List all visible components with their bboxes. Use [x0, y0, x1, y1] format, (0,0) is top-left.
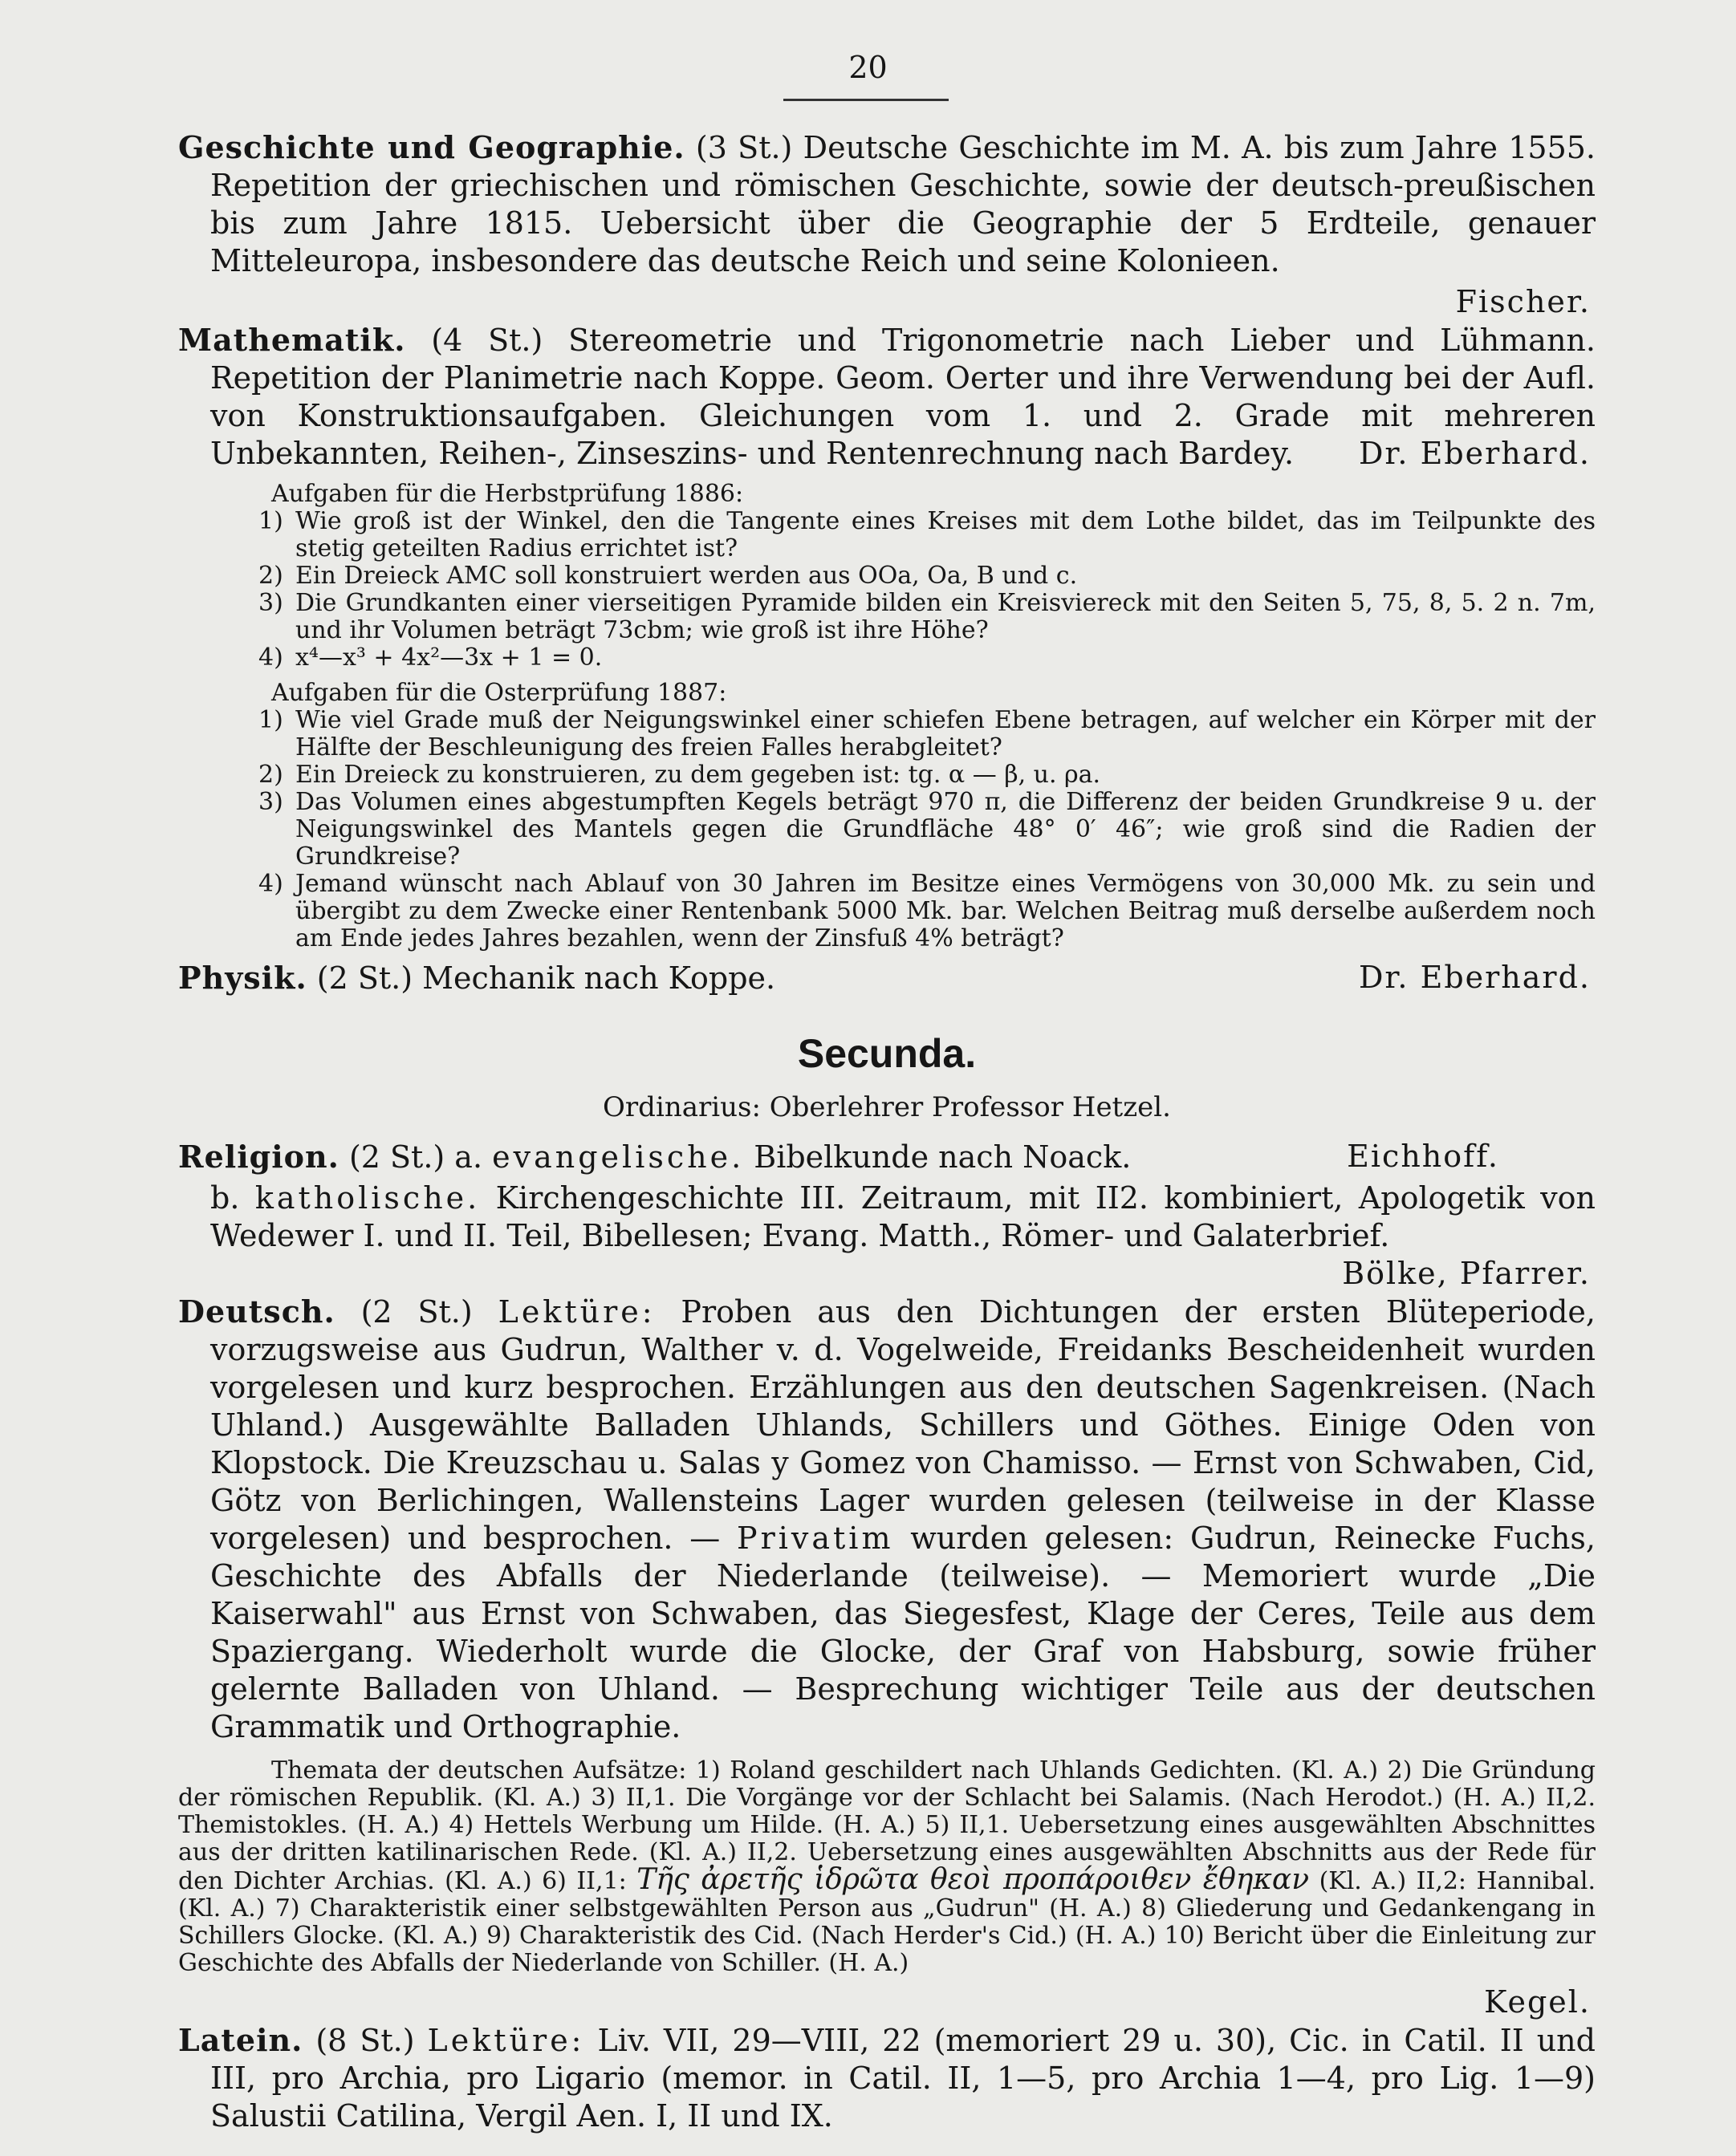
page-number-rule: [783, 99, 949, 101]
list-item: [258, 706, 1596, 761]
task-number: 3): [258, 788, 283, 816]
themata-part-1: Themata der deutschen Aufsätze: 1) Roland geschildert nach Uhlands Gedichten. (Kl. A.) 2) Die Gründung der römischen Republik. (Kl. A.) 3) II,1. Die Vorgänge vor der Schlacht bei Salamis. (Nach Herodot.) (H. A.) II,2. Themistokles. (H. A.) 4) Hettels Werbung um Hilde. (H. A.) 5) II,1. Uebersetzung eines ausgewählten Abschnittes aus der dritten katilinarischen Rede. (Kl. A.) II,2. Uebersetzung eines ausgewählten Abschnitts aus der Rede für den Dichter Archias. (Kl. A.) 6) II,1:: [178, 1756, 1596, 1895]
physik-text: (2 St.) Mechanik nach Koppe.: [316, 960, 776, 996]
deutsch-prefix: (2 St.): [360, 1294, 473, 1330]
list-item: [258, 562, 1596, 590]
list-item: [258, 644, 1596, 672]
list-item: [258, 507, 1596, 562]
geschichte-signature: Fischer.: [1455, 284, 1591, 319]
task-number: 2): [258, 761, 283, 789]
list-item: [258, 870, 1596, 952]
deutsch-lekture-label: Lektüre:: [498, 1294, 656, 1330]
deutsch-privatim-label: Privatim: [737, 1521, 894, 1556]
task-number: 2): [258, 562, 283, 590]
section-latein: [178, 2021, 1596, 2135]
heading-deutsch: Deutsch.: [178, 1293, 335, 1330]
heading-mathematik: Mathematik.: [178, 322, 406, 358]
page-body: [178, 128, 1596, 2138]
task-text: Die Grundkanten einer vierseitigen Pyramide bilden ein Kreisviereck mit den Seiten 5, 75, 8, 5. 2 n. 7m, und ihr Volumen beträgt 73cbm; wie groß ist ihre Höhe?: [295, 589, 1596, 644]
page-number: 20: [848, 50, 888, 85]
latein-prefix: (8 St.): [315, 2023, 415, 2058]
section-mathematik: [178, 321, 1596, 473]
religion-b-prefix: b.: [210, 1180, 240, 1216]
herbst-heading: Aufgaben für die Herbstprüfung 1886:: [271, 480, 744, 508]
ordinarius-line: Ordinarius: Oberlehrer Professor Hetzel.: [603, 1091, 1171, 1123]
heading-religion: Religion.: [178, 1139, 339, 1175]
mathematik-signature: Dr. Eberhard.: [1358, 436, 1591, 471]
section-geschichte: [178, 128, 1596, 280]
task-number: 1): [258, 507, 283, 535]
task-number: 1): [258, 706, 283, 734]
religion-b: [178, 1180, 1596, 1255]
task-text: Ein Dreieck AMC soll konstruiert werden aus OOa, Oa, B und c.: [295, 562, 1078, 590]
physik-signature: Dr. Eberhard.: [1358, 960, 1591, 995]
heading-geschichte: Geschichte und Geographie.: [178, 129, 685, 165]
list-item: [258, 589, 1596, 644]
latein-lekture-label: Lektüre:: [427, 2023, 585, 2058]
deutsch-text-1: Proben aus den Dichtungen der ersten Blüteperiode, vorzugsweise aus Gudrun, Walther v. d. Vogelweide, Freidanks Bescheidenheit wurden vorgelesen und kurz besprochen. Erzählungen aus den deutschen Sagenkreisen. (Nach Uhland.) Ausgewählte Balladen Uhlands, Schillers und Göthes. Einige Oden von Klopstock. Die Kreuzschau u. Salas y Gomez von Chamisso. — Ernst von Schwaben, Cid, Götz von Berlichingen, Wallensteins Lager wurden gelesen (teilweise in der Klasse vorgelesen) und besprochen. —: [210, 1294, 1596, 1556]
mathematik-text: (4 St.) Stereometrie und Trigonometrie nach Lieber und Lühmann. Repetition der Planimetrie nach Koppe. Geom. Oerter und ihre Verwendung bei der Aufl. von Konstruktionsaufgaben. Gleichungen vom 1. und 2. Grade mit mehreren Unbekannten, Reihen-, Zinseszins- und Rentenrechnung nach Bardey.: [210, 323, 1596, 471]
task-text: Jemand wünscht nach Ablauf von 30 Jahren im Besitze eines Vermögens von 30,000 Mk. zu sein und übergibt zu dem Zwecke einer Rentenbank 5000 Mk. bar. Welchen Beitrag muß derselbe außerdem noch am Ende jedes Jahres bezahlen, wenn der Zinsfuß 4% beträgt?: [295, 870, 1596, 952]
task-text: Wie viel Grade muß der Neigungswinkel einer schiefen Ebene betragen, auf welcher ein Körper mit der Hälfte der Beschleunigung des freien Falles herabgleitet?: [295, 706, 1596, 761]
task-number: 4): [258, 644, 283, 672]
section-physik: [178, 959, 1596, 997]
oster-heading: Aufgaben für die Osterprüfung 1887:: [271, 679, 727, 707]
deutsch-signature: Kegel.: [1484, 1984, 1591, 2020]
task-number: 4): [258, 870, 283, 898]
deutsch-text-2: wurden gelesen: Gudrun, Reinecke Fuchs, Geschichte des Abfalls der Niederlande (teilweise). — Memoriert wurde „Die Kaiserwahl" aus Ernst von Schwaben, das Siegesfest, Klage der Ceres, Teile aus dem Spaziergang. Wiederholt wurde die Glocke, der Graf von Habsburg, sowie früher gelernte Balladen von Uhland. — Besprechung wichtiger Teile aus der deutschen Grammatik und Orthographie.: [210, 1521, 1596, 1744]
religion-b-text: Kirchengeschichte III. Zeitraum, mit II2. kombiniert, Apologetik von Wedewer I. und II. Teil, Bibellesen; Evang. Matth., Römer- und Galaterbrief.: [210, 1180, 1596, 1253]
task-text: Das Volumen eines abgestumpften Kegels beträgt 970 π, die Differenz der beiden Grundkreise 9 u. der Neigungswinkel des Mantels gegen die Grundfläche 48° 0′ 46″; wie groß sind die Radien der Grundkreise?: [295, 788, 1596, 871]
religion-a-prefix: (2 St.) a.: [348, 1139, 483, 1175]
geschichte-text: (3 St.) Deutsche Geschichte im M. A. bis zum Jahre 1555. Repetition der griechischen und römischen Geschichte, sowie der deutsch-preußischen bis zum Jahre 1815. Uebersicht über die Geographie der 5 Erdteile, genauer Mitteleuropa, insbesondere das deutsche Reich und seine Kolonieen.: [210, 130, 1596, 278]
latein-text: Liv. VII, 29—VIII, 22 (memoriert 29 u. 30), Cic. in Catil. II und III, pro Archia, pro Ligario (memor. in Catil. II, 1—5, pro Archia 1—4, pro Lig. 1—9) Salustii Catilina, Vergil Aen. I, II und IX.: [210, 2023, 1596, 2134]
heading-latein: Latein.: [178, 2022, 303, 2058]
religion-a-text: Bibelkunde nach Noack.: [754, 1139, 1132, 1175]
religion-b-spaced: katholische.: [254, 1180, 481, 1216]
class-title-secunda: Secunda.: [797, 1031, 977, 1076]
list-item: [258, 788, 1596, 871]
religion-a-spaced: evangelische.: [492, 1139, 745, 1175]
herbst-task-list: [178, 508, 1596, 672]
task-text: Wie groß ist der Winkel, den die Tangente eines Kreises mit dem Lothe bildet, das im Teilpunkte des stetig geteilten Radius errichtet ist?: [295, 507, 1596, 562]
greek-quote: Τῆς ἀρετῆς ἱδρῶτα θεοὶ προπάροιθεν ἔθηκαν: [636, 1863, 1310, 1896]
list-item: [258, 761, 1596, 789]
task-text: Ein Dreieck zu konstruieren, zu dem gegeben ist: tg. α — β, u. ρa.: [295, 761, 1101, 789]
deutsch-themata: [178, 1757, 1596, 1977]
task-number: 3): [258, 589, 283, 617]
section-deutsch: [178, 1293, 1596, 1746]
religion-b-signature: Bölke, Pfarrer.: [1342, 1256, 1591, 1291]
themata-part-2: (Kl. A.) II,2: Hannibal. (Kl. A.) 7) Charakteristik einer selbstgewählten Person aus „Gudrun" (H. A.) 8) Gliederung und Gedankengang in Schillers Glocke. (Kl. A.) 9) Charakteristik des Cid. (Nach Herder's Cid.) (H. A.) 10) Bericht über die Einleitung zur Geschichte des Abfalls der Niederlande von Schiller. (H. A.): [178, 1867, 1596, 1977]
religion-a-signature: Eichhoff.: [1347, 1139, 1499, 1174]
heading-physik: Physik.: [178, 960, 307, 996]
oster-task-list: [178, 707, 1596, 952]
task-text: x⁴—x³ + 4x²—3x + 1 = 0.: [295, 644, 603, 672]
section-religion: [178, 1138, 1596, 1176]
